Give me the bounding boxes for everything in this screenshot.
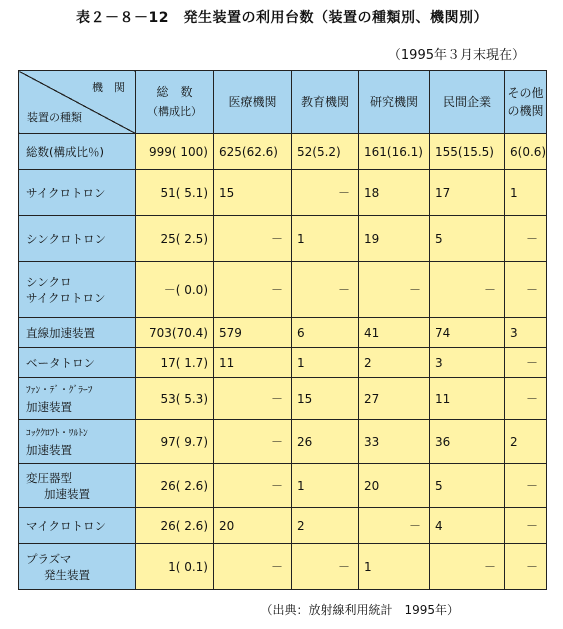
- cell-other: －: [505, 348, 547, 378]
- row-device-type: [19, 464, 136, 508]
- cell-education: 52(5.2): [292, 134, 359, 170]
- cell-medical: －: [214, 216, 292, 262]
- cell-research: 161(16.1): [359, 134, 430, 170]
- cell-education: －: [292, 262, 359, 318]
- cell-research: 1: [359, 544, 430, 590]
- cell-total: －( 0.0): [136, 262, 214, 318]
- cell-private: 74: [430, 318, 505, 348]
- cell-private: －: [430, 262, 505, 318]
- row-device-type-line2: サイクロトロン: [26, 290, 106, 305]
- cell-total: 999( 100): [136, 134, 214, 170]
- row-device-type-line1: マイクロトロン: [26, 518, 107, 533]
- cell-private: 36: [430, 420, 505, 464]
- cell-education: －: [292, 544, 359, 590]
- header-total: [136, 71, 214, 134]
- header-institution-label: 機 関: [92, 81, 125, 94]
- cell-other: 3: [505, 318, 547, 348]
- cell-education: 15: [292, 378, 359, 420]
- source-note: （出典：放射線利用統計 1995年）: [260, 603, 459, 617]
- cell-research: 33: [359, 420, 430, 464]
- cell-other: －: [505, 378, 547, 420]
- cell-research: 41: [359, 318, 430, 348]
- cell-education: 1: [292, 216, 359, 262]
- cell-education: 2: [292, 508, 359, 544]
- cell-other: 6(0.6): [505, 134, 547, 170]
- cell-research: 19: [359, 216, 430, 262]
- cell-medical: －: [214, 464, 292, 508]
- row-device-type-line2: 加速装置: [26, 442, 72, 457]
- cell-other: －: [505, 508, 547, 544]
- row-device-type-line2: 加速装置: [26, 399, 72, 414]
- table-row: [19, 420, 547, 464]
- cell-total: 25( 2.5): [136, 216, 214, 262]
- cell-education: －: [292, 170, 359, 216]
- cell-research: 20: [359, 464, 430, 508]
- cell-medical: －: [214, 262, 292, 318]
- table-row: [19, 348, 547, 378]
- cell-medical: －: [214, 378, 292, 420]
- cell-education: 6: [292, 318, 359, 348]
- cell-total: 17( 1.7): [136, 348, 214, 378]
- table-title: 表２－８－12 発生装置の利用台数（装置の種類別、機関別）: [76, 10, 488, 26]
- cell-private: －: [430, 544, 505, 590]
- cell-private: 155(15.5): [430, 134, 505, 170]
- row-device-type-line1: ｺｯｸｸﾛﾌﾄ・ﾜﾙﾄﾝ: [26, 427, 88, 439]
- row-device-type-line1: 直線加速装置: [26, 325, 95, 340]
- cell-education: 1: [292, 348, 359, 378]
- header-private: 民間企業: [430, 71, 505, 134]
- table-row: [19, 170, 547, 216]
- header-medical: 医療機関: [214, 71, 292, 134]
- row-device-type: [19, 262, 136, 318]
- row-device-type: [19, 134, 136, 170]
- table-row: [19, 464, 547, 508]
- cell-education: 26: [292, 420, 359, 464]
- cell-research: 2: [359, 348, 430, 378]
- cell-research: －: [359, 508, 430, 544]
- cell-total: 1( 0.1): [136, 544, 214, 590]
- cell-total: 26( 2.6): [136, 508, 214, 544]
- cell-other: －: [505, 544, 547, 590]
- header-device-type-label: 装置の種類: [27, 111, 82, 124]
- cell-research: 18: [359, 170, 430, 216]
- device-usage-table: [18, 70, 547, 590]
- cell-medical: 11: [214, 348, 292, 378]
- cell-total: 703(70.4): [136, 318, 214, 348]
- cell-other: －: [505, 216, 547, 262]
- header-other-line2: の機関: [507, 104, 544, 118]
- table-row: [19, 544, 547, 590]
- header-diagonal-cell: [19, 71, 136, 134]
- cell-medical: －: [214, 544, 292, 590]
- row-device-type-line1: ﾌｧﾝ・ﾃﾞ・ｸﾞﾗｰﾌ: [26, 384, 93, 396]
- cell-private: 5: [430, 216, 505, 262]
- header-other: [505, 71, 547, 134]
- row-device-type: [19, 348, 136, 378]
- cell-research: －: [359, 262, 430, 318]
- cell-other: 2: [505, 420, 547, 464]
- header-composition-label: （構成比）: [147, 105, 202, 118]
- header-total-label: 総 数: [156, 85, 193, 99]
- cell-education: 1: [292, 464, 359, 508]
- row-device-type-line1: 総数(構成比％): [26, 144, 104, 159]
- cell-total: 97( 9.7): [136, 420, 214, 464]
- cell-medical: 20: [214, 508, 292, 544]
- cell-other: 1: [505, 170, 547, 216]
- as-of-date: （1995年３月末現在）: [387, 48, 525, 63]
- row-device-type-line1: ベータトロン: [26, 355, 95, 370]
- cell-total: 53( 5.3): [136, 378, 214, 420]
- cell-other: －: [505, 262, 547, 318]
- cell-private: 4: [430, 508, 505, 544]
- row-device-type: [19, 420, 136, 464]
- table-row: [19, 262, 547, 318]
- cell-private: 17: [430, 170, 505, 216]
- cell-medical: 625(62.6): [214, 134, 292, 170]
- row-device-type: [19, 216, 136, 262]
- row-device-type-line1: シンクロ: [26, 274, 72, 289]
- row-device-type: [19, 378, 136, 420]
- cell-other: －: [505, 464, 547, 508]
- row-device-type-line1: プラズマ: [26, 551, 72, 566]
- header-education: 教育機関: [292, 71, 359, 134]
- table-row: [19, 216, 547, 262]
- row-device-type-line1: シンクロトロン: [26, 231, 106, 246]
- cell-medical: 15: [214, 170, 292, 216]
- row-device-type: [19, 318, 136, 348]
- table-row: [19, 508, 547, 544]
- row-device-type-line2: 発生装置: [44, 567, 90, 582]
- cell-total: 26( 2.6): [136, 464, 214, 508]
- cell-total: 51( 5.1): [136, 170, 214, 216]
- header-other-line1: その他: [507, 86, 544, 100]
- cell-private: 5: [430, 464, 505, 508]
- cell-medical: 579: [214, 318, 292, 348]
- row-device-type-line1: 変圧器型: [26, 470, 72, 485]
- row-device-type-line2: 加速装置: [44, 486, 90, 501]
- table-row: [19, 378, 547, 420]
- cell-private: 11: [430, 378, 505, 420]
- cell-research: 27: [359, 378, 430, 420]
- header-row: [19, 71, 547, 134]
- cell-medical: －: [214, 420, 292, 464]
- row-device-type: [19, 508, 136, 544]
- row-device-type: [19, 170, 136, 216]
- row-device-type-line1: サイクロトロン: [26, 185, 106, 200]
- header-research: 研究機関: [359, 71, 430, 134]
- cell-private: 3: [430, 348, 505, 378]
- table-row: [19, 134, 547, 170]
- row-device-type: [19, 544, 136, 590]
- table-body: [19, 134, 547, 590]
- table-row: [19, 318, 547, 348]
